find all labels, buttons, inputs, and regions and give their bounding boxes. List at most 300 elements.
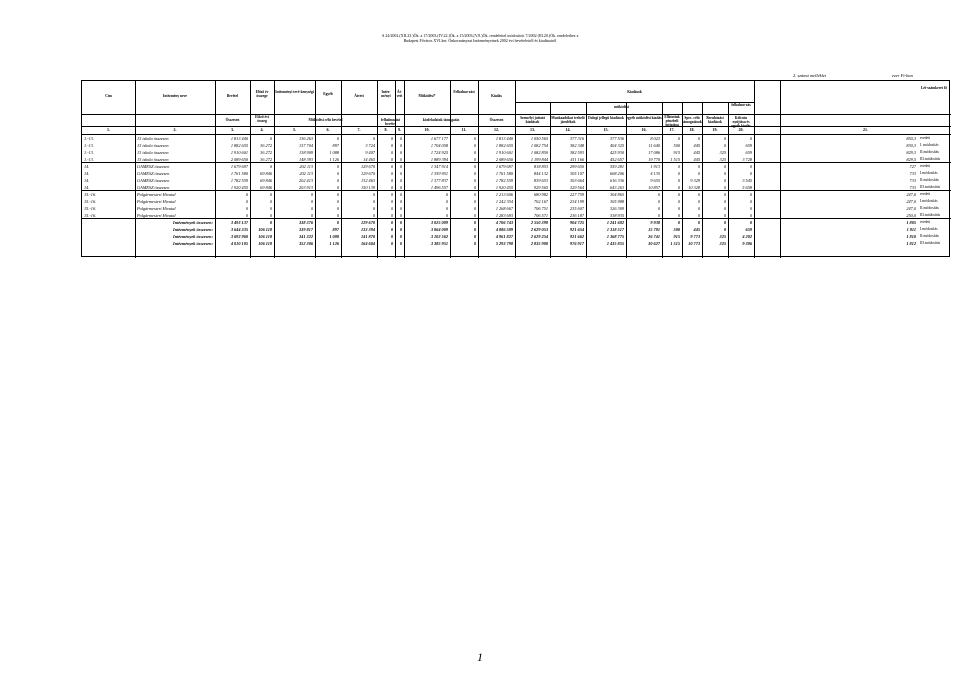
table-row <box>82 142 951 149</box>
cell-version: III.módosítás <box>920 213 941 217</box>
cell-value: 830,3 <box>906 143 916 148</box>
cell-version: II.módosítás <box>920 234 939 238</box>
cell-value: 1 920 455 <box>495 185 513 190</box>
cell-value: 0 <box>677 185 680 190</box>
cell-value: 2 835 980 <box>530 241 548 246</box>
cell-value: 202 113 <box>299 171 313 176</box>
cell-value: 0 <box>310 199 313 204</box>
cell-value: 1 242 354 <box>495 199 513 204</box>
cell-value: 0 <box>473 192 476 197</box>
header-elozo-ev: Előző év összege <box>255 90 269 98</box>
cell-value: 829,5 <box>906 157 916 162</box>
table-row <box>82 149 951 156</box>
cell-value: 9 773 <box>690 234 700 239</box>
cell-value: 236 187 <box>570 213 584 218</box>
cell-value: 203 913 <box>299 185 313 190</box>
cell-value: 1 782 559 <box>495 178 513 183</box>
cell-value: 0 <box>473 220 476 225</box>
cell-value: 659 <box>745 150 752 155</box>
cell-value: 325 <box>719 234 726 239</box>
cell-value: 818 853 <box>534 164 548 169</box>
cell-value: 305 107 <box>570 171 584 176</box>
cell-value: 69 846 <box>260 171 272 176</box>
cell-value: 1 882 655 <box>495 143 513 148</box>
cell-value: 69 846 <box>260 185 272 190</box>
cell-value: 0 <box>336 178 339 183</box>
cell-value: 1 679 697 <box>230 164 248 169</box>
cell-version: I. módosítás <box>920 143 939 147</box>
cell-value: 26 741 <box>648 234 660 239</box>
header-mukodesi: Működési* <box>418 94 436 98</box>
cell-value: 138 909 <box>299 150 313 155</box>
cell-value: 0 <box>697 199 700 204</box>
cell-value: 0 <box>372 199 375 204</box>
table-row <box>82 163 951 170</box>
cell-value: 0 <box>336 213 339 218</box>
cell-value: 2 629 053 <box>530 227 548 232</box>
table-row <box>82 156 951 163</box>
cell-value: 1 782 559 <box>230 178 248 183</box>
cell-value: 3 724 <box>365 143 375 148</box>
cell-value: 1 082 754 <box>530 143 548 148</box>
cell-value: 0 <box>473 143 476 148</box>
cell-value: 3 025 089 <box>430 220 448 225</box>
cell-value: 1 496 557 <box>430 185 448 190</box>
cell-value: 326 309 <box>610 206 624 211</box>
cell-value: 0 <box>399 150 402 155</box>
cell-value: 1 050 565 <box>530 136 548 141</box>
cell-value: 850,3 <box>906 136 916 141</box>
cell-version: II.módosítás <box>920 150 939 154</box>
header-kiadas: Kiadás <box>491 94 502 98</box>
cell-value: 0 <box>445 192 448 197</box>
cell-value: 69 846 <box>260 178 272 183</box>
cell-value: 247,0 <box>906 206 916 211</box>
cell-value: 659 <box>745 227 752 232</box>
cell-value: 0 <box>245 199 248 204</box>
column-number: 9. <box>398 127 401 132</box>
cell-value: 0 <box>677 192 680 197</box>
cell-value: 1 241 682 <box>606 220 624 225</box>
cell-value: 0 <box>657 213 660 218</box>
column-number: 14. <box>565 127 571 132</box>
cell-value: 1 377 837 <box>430 178 448 183</box>
cell-value: 4 961 827 <box>495 234 513 239</box>
cell-cim <box>84 219 134 226</box>
cell-value: 303 664 <box>570 178 584 183</box>
cell-value: 829,3 <box>906 150 916 155</box>
cell-value: 445 <box>693 150 700 155</box>
cell-value: 897 <box>332 143 339 148</box>
cell-value: 0 <box>310 213 313 218</box>
table-row <box>82 198 951 205</box>
cell-name: GAMESZ összesen <box>137 164 170 169</box>
table-row <box>82 212 951 219</box>
cell-value: 0 <box>723 178 726 183</box>
cell-value: 2 089 650 <box>495 157 513 162</box>
cell-cim: 15.-16. <box>84 213 97 218</box>
cell-cim: 15.-16. <box>84 199 97 204</box>
column-number: 5. <box>293 127 296 132</box>
cell-cim: 1.-13. <box>84 136 95 141</box>
cell-name: 13 iskola összesen <box>137 157 169 162</box>
cell-version: eredeti <box>920 136 931 140</box>
column-number: 17. <box>669 127 675 132</box>
cell-name: Intézmények összesen: <box>173 241 213 246</box>
cell-value: 325 <box>719 150 726 155</box>
cell-value: 844 132 <box>534 171 548 176</box>
cell-name: 13 iskola összesen <box>137 150 169 155</box>
cell-cim <box>84 240 134 247</box>
header-osszesen-2: Összesen <box>489 118 504 122</box>
cell-value: 839 653 <box>534 178 548 183</box>
cell-value: 325 <box>719 157 726 162</box>
cell-value: 0 <box>749 171 752 176</box>
column-number: 3. <box>231 127 234 132</box>
cell-version: eredeti <box>920 220 931 224</box>
cell-value: 1 347 914 <box>430 164 448 169</box>
cell-value: 0 <box>399 234 402 239</box>
cell-value: 2 550 398 <box>530 220 548 225</box>
header-kiadasok: Kiadások <box>627 90 642 94</box>
cell-cim: 1.-13. <box>84 143 95 148</box>
cell-value: 0 <box>749 136 752 141</box>
header-elozo-evi-osszeg: Előző évi összeg <box>255 115 269 123</box>
header-spec-celu: Spec. célú támogatások <box>682 116 702 124</box>
header-bevetel: Bevétel <box>226 94 239 98</box>
cell-value: 4 202 <box>742 234 752 239</box>
cell-value: 452 657 <box>610 157 624 162</box>
cell-value: 0 <box>390 185 393 190</box>
cell-value: 0 <box>697 136 700 141</box>
cell-value: 0 <box>723 164 726 169</box>
cell-value: 0 <box>473 171 476 176</box>
cell-value: 1 126 <box>329 241 339 246</box>
cell-value: 2 629 254 <box>530 234 548 239</box>
cell-value: 0 <box>473 157 476 162</box>
cell-value: 36 272 <box>260 157 272 162</box>
cell-value: 0 <box>677 220 680 225</box>
table-row <box>82 219 951 226</box>
cell-value: 129 670 <box>361 220 375 225</box>
cell-cim <box>84 233 134 240</box>
cell-value: 0 <box>723 206 726 211</box>
cell-value: 0 <box>473 199 476 204</box>
cell-value: 0 <box>336 206 339 211</box>
cell-value: 106 118 <box>258 241 272 246</box>
cell-version: III.módosítás <box>920 157 941 161</box>
cell-value: 0 <box>473 136 476 141</box>
cell-value: 727 <box>909 164 916 169</box>
cell-value: 129 670 <box>361 171 375 176</box>
column-number: 7. <box>357 127 361 132</box>
cell-value: 0 <box>269 192 272 197</box>
cell-value: 915 <box>673 150 680 155</box>
cell-value: 3 493 137 <box>230 220 248 225</box>
cell-value: 4 886 589 <box>495 227 513 232</box>
cell-value: 0 <box>372 192 375 197</box>
cell-value: 325 <box>719 241 726 246</box>
cell-value: 0 <box>269 164 272 169</box>
cell-value: 659 <box>745 143 752 148</box>
cell-value: 1 761 580 <box>230 171 248 176</box>
header-kozfeladatok: közfeladatok támogatás <box>422 118 460 122</box>
cell-value: 425 930 <box>610 150 624 155</box>
cell-value: 1 677 177 <box>430 136 448 141</box>
cell-value: 0 <box>336 171 339 176</box>
budget-table <box>81 80 950 257</box>
cell-value: 1 910 601 <box>495 150 513 155</box>
cell-value: 0 <box>336 185 339 190</box>
cell-value: 0 <box>445 206 448 211</box>
cell-value: 0 <box>473 185 476 190</box>
header-ellatottak: Ellátottak pénzbeli juttatása <box>664 115 680 127</box>
cell-name: 13 iskola összesen <box>137 143 169 148</box>
cell-value: 0 <box>473 150 476 155</box>
cell-value: 559 281 <box>610 164 624 169</box>
cell-value: 9 386 <box>742 241 752 246</box>
cell-value: 1 199 844 <box>530 157 548 162</box>
cell-value: 976 917 <box>570 241 584 246</box>
cell-value: 0 <box>390 213 393 218</box>
cell-value: 0 <box>749 192 752 197</box>
cell-value: 0 <box>399 199 402 204</box>
cell-version: I.módosítás <box>920 199 938 203</box>
cell-value: 0 <box>399 178 402 183</box>
cell-value: 706 571 <box>534 213 548 218</box>
unit-label: ezer Ft-ban <box>892 73 913 78</box>
document-title-line-1: A 24/2002.(XII.23.)Ök. a 17/2003.(IV.22.)Ök. a 15/2003.(V.8.)Ök. rendelettel módosított 7/2002 (III.20.)Ök. rendelethez a <box>381 33 579 38</box>
cell-value: 0 <box>677 213 680 218</box>
cell-value: 4 135 <box>650 171 660 176</box>
table-row <box>82 135 951 142</box>
cell-value: 0 <box>677 178 680 183</box>
column-number: 20. <box>738 127 744 132</box>
cell-value: 0 <box>390 178 393 183</box>
column-number: 11. <box>461 127 467 132</box>
column-number: 4. <box>260 127 264 132</box>
cell-value: 1 126 <box>329 157 339 162</box>
cell-value: 0 <box>697 220 700 225</box>
cell-value: 3 385 951 <box>430 241 448 246</box>
cell-value: 0 <box>697 171 700 176</box>
column-number: 18. <box>689 127 695 132</box>
cell-value: 0 <box>390 164 393 169</box>
cell-value: 1 920 455 <box>230 185 248 190</box>
cell-value: 0 <box>399 185 402 190</box>
cell-value: 0 <box>723 220 726 225</box>
cell-value: 9 938 <box>650 220 660 225</box>
cell-value: 1 088 <box>329 150 339 155</box>
cell-value: 338 935 <box>610 213 624 218</box>
cell-value: 0 <box>677 206 680 211</box>
cell-value: 0 <box>677 199 680 204</box>
cell-cim: 1.-13. <box>84 157 95 162</box>
cell-value: 4 706 743 <box>495 220 513 225</box>
cell-value: 0 <box>390 171 393 176</box>
cell-value: 0 <box>723 185 726 190</box>
header-munkaadokat: Munkaadókat terhelő járulékok <box>551 116 585 124</box>
cell-value: 339 817 <box>299 227 313 232</box>
cell-value: 1 515 <box>670 241 680 246</box>
cell-value: 0 <box>473 241 476 246</box>
cell-value: 0 <box>723 213 726 218</box>
cell-value: 202 113 <box>299 164 313 169</box>
cell-value: 0 <box>269 206 272 211</box>
cell-value: 0 <box>336 164 339 169</box>
cell-value: 19 770 <box>648 157 660 162</box>
cell-value: 9 329 <box>690 178 700 183</box>
cell-value: 0 <box>310 206 313 211</box>
cell-value: 0 <box>336 136 339 141</box>
cell-value: 30 627 <box>648 241 660 246</box>
cell-value: 382 348 <box>570 143 584 148</box>
cell-value: 1 811 <box>906 227 916 232</box>
cell-value: 164 604 <box>361 241 375 246</box>
header-osszesen: Összesen <box>225 118 240 122</box>
cell-value: 0 <box>399 206 402 211</box>
cell-value: 1 724 925 <box>430 150 448 155</box>
cell-value: 5 658 <box>742 185 752 190</box>
cell-value: 0 <box>399 143 402 148</box>
cell-value: 9 407 <box>365 150 375 155</box>
cell-name: Polgármesteri Hivatal <box>137 206 176 211</box>
cell-value: 0 <box>336 192 339 197</box>
document-title-line-2: Budapest Főváros XVI.ker. Önkormányzat Intézményeinek 2002 évi bevételeiről és kiadásairól <box>403 38 557 43</box>
cell-value: 0 <box>390 234 393 239</box>
cell-version: II.módosítás <box>920 206 939 210</box>
cell-value: 0 <box>390 150 393 155</box>
cell-value: 133 394 <box>361 227 375 232</box>
cell-value: 1 082 850 <box>530 150 548 155</box>
cell-value: 0 <box>390 143 393 148</box>
cell-value: 1 913 <box>650 164 660 169</box>
cell-value: 0 <box>697 192 700 197</box>
cell-value: 706 751 <box>534 206 548 211</box>
cell-value: 0 <box>269 136 272 141</box>
cell-value: 0 <box>399 220 402 225</box>
cell-value: 500 <box>673 227 680 232</box>
cell-value: 304 865 <box>610 192 624 197</box>
cell-value: 1 268 667 <box>495 206 513 211</box>
cell-value: 132 463 <box>361 178 375 183</box>
cell-name: Polgármesteri Hivatal <box>137 192 176 197</box>
header-egyeb: Egyéb <box>323 92 333 96</box>
column-number: 21. <box>863 127 868 132</box>
cell-value: 9 655 <box>650 178 660 183</box>
cell-value: 250,0 <box>906 213 916 218</box>
cell-value: 445 <box>693 157 700 162</box>
table-row <box>82 191 951 198</box>
cell-value: 0 <box>749 206 752 211</box>
cell-value: 0 <box>677 136 680 141</box>
page-number: 1 <box>477 650 483 664</box>
column-number: 16. <box>641 127 647 132</box>
cell-value: 0 <box>245 213 248 218</box>
cell-value: 3 545 <box>742 178 752 183</box>
cell-name: GAMESZ összesen <box>137 171 170 176</box>
cell-value: 10 857 <box>648 185 660 190</box>
cell-value: 0 <box>269 220 272 225</box>
cell-name: GAMESZ összesen <box>137 178 170 183</box>
table-row <box>82 170 951 177</box>
cell-cim: 15.-16. <box>84 192 97 197</box>
cell-value: 17 086 <box>648 150 660 155</box>
cell-value: 0 <box>473 164 476 169</box>
cell-value: 0 <box>723 192 726 197</box>
cell-value: 227 759 <box>570 192 584 197</box>
header-kolcson: Kölcsön nyújtása és egyéb kiadás <box>731 116 751 128</box>
cell-value: 897 <box>332 227 339 232</box>
cell-version: II.módosítás <box>920 178 939 182</box>
header-intezmenyi: Intéz-ményi <box>381 90 391 98</box>
header-letszamkeret: Lét-számkeret fő <box>921 86 947 90</box>
cell-value: 1 812 <box>906 241 916 246</box>
cell-value: 616 336 <box>610 178 624 183</box>
cell-value: 0 <box>473 227 476 232</box>
cell-value: 445 <box>693 227 700 232</box>
cell-value: 0 <box>677 171 680 176</box>
cell-value: 0 <box>399 213 402 218</box>
cell-value: 0 <box>399 192 402 197</box>
cell-version: I.módosítás <box>920 227 938 231</box>
cell-value: 0 <box>723 199 726 204</box>
cell-cim: 14. <box>84 171 90 176</box>
table-row <box>82 240 951 247</box>
cell-value: 141 870 <box>361 234 375 239</box>
cell-value: 305 988 <box>610 199 624 204</box>
cell-value: 0 <box>390 192 393 197</box>
cell-value: 36 272 <box>260 150 272 155</box>
cell-value: 1 810 <box>906 234 916 239</box>
cell-value: 1 088 <box>329 234 339 239</box>
table-row <box>82 226 951 233</box>
appendix-label: 2. számú melléklet <box>793 73 827 78</box>
cell-name: Polgármesteri Hivatal <box>137 199 176 204</box>
cell-value: 0 <box>372 206 375 211</box>
cell-value: 1 368 775 <box>606 234 624 239</box>
cell-value: 0 <box>657 199 660 204</box>
cell-value: 0 <box>269 199 272 204</box>
cell-value: 4 010 105 <box>230 241 248 246</box>
cell-value: 329 564 <box>570 185 584 190</box>
cell-cim: 15.-16. <box>84 206 97 211</box>
cell-value: 1 515 <box>670 157 680 162</box>
cell-name: Intézmények összesen: <box>173 220 213 225</box>
cell-value: 106 118 <box>258 234 272 239</box>
cell-value: 500 <box>673 143 680 148</box>
cell-value: 0 <box>473 234 476 239</box>
cell-value: 235 607 <box>570 206 584 211</box>
cell-value: 3 102 562 <box>430 234 448 239</box>
cell-value: 0 <box>390 206 393 211</box>
cell-value: 3 644 235 <box>230 227 248 232</box>
cell-value: 0 <box>697 206 700 211</box>
cell-name: Intézmények összesen: <box>173 227 213 232</box>
cell-value: 0 <box>697 213 700 218</box>
cell-cim: 1.-13. <box>84 150 95 155</box>
cell-value: 0 <box>336 220 339 225</box>
cell-value: 3 692 960 <box>230 234 248 239</box>
cell-value: 733 <box>909 178 916 183</box>
cell-value: 0 <box>269 213 272 218</box>
cell-value: 299 650 <box>570 164 584 169</box>
cell-value: 1 813 440 <box>230 136 248 141</box>
cell-value: 1 679 697 <box>495 164 513 169</box>
cell-value: 5 293 798 <box>495 241 513 246</box>
cell-value: 0 <box>372 213 375 218</box>
header-cim: Cím <box>105 94 112 98</box>
